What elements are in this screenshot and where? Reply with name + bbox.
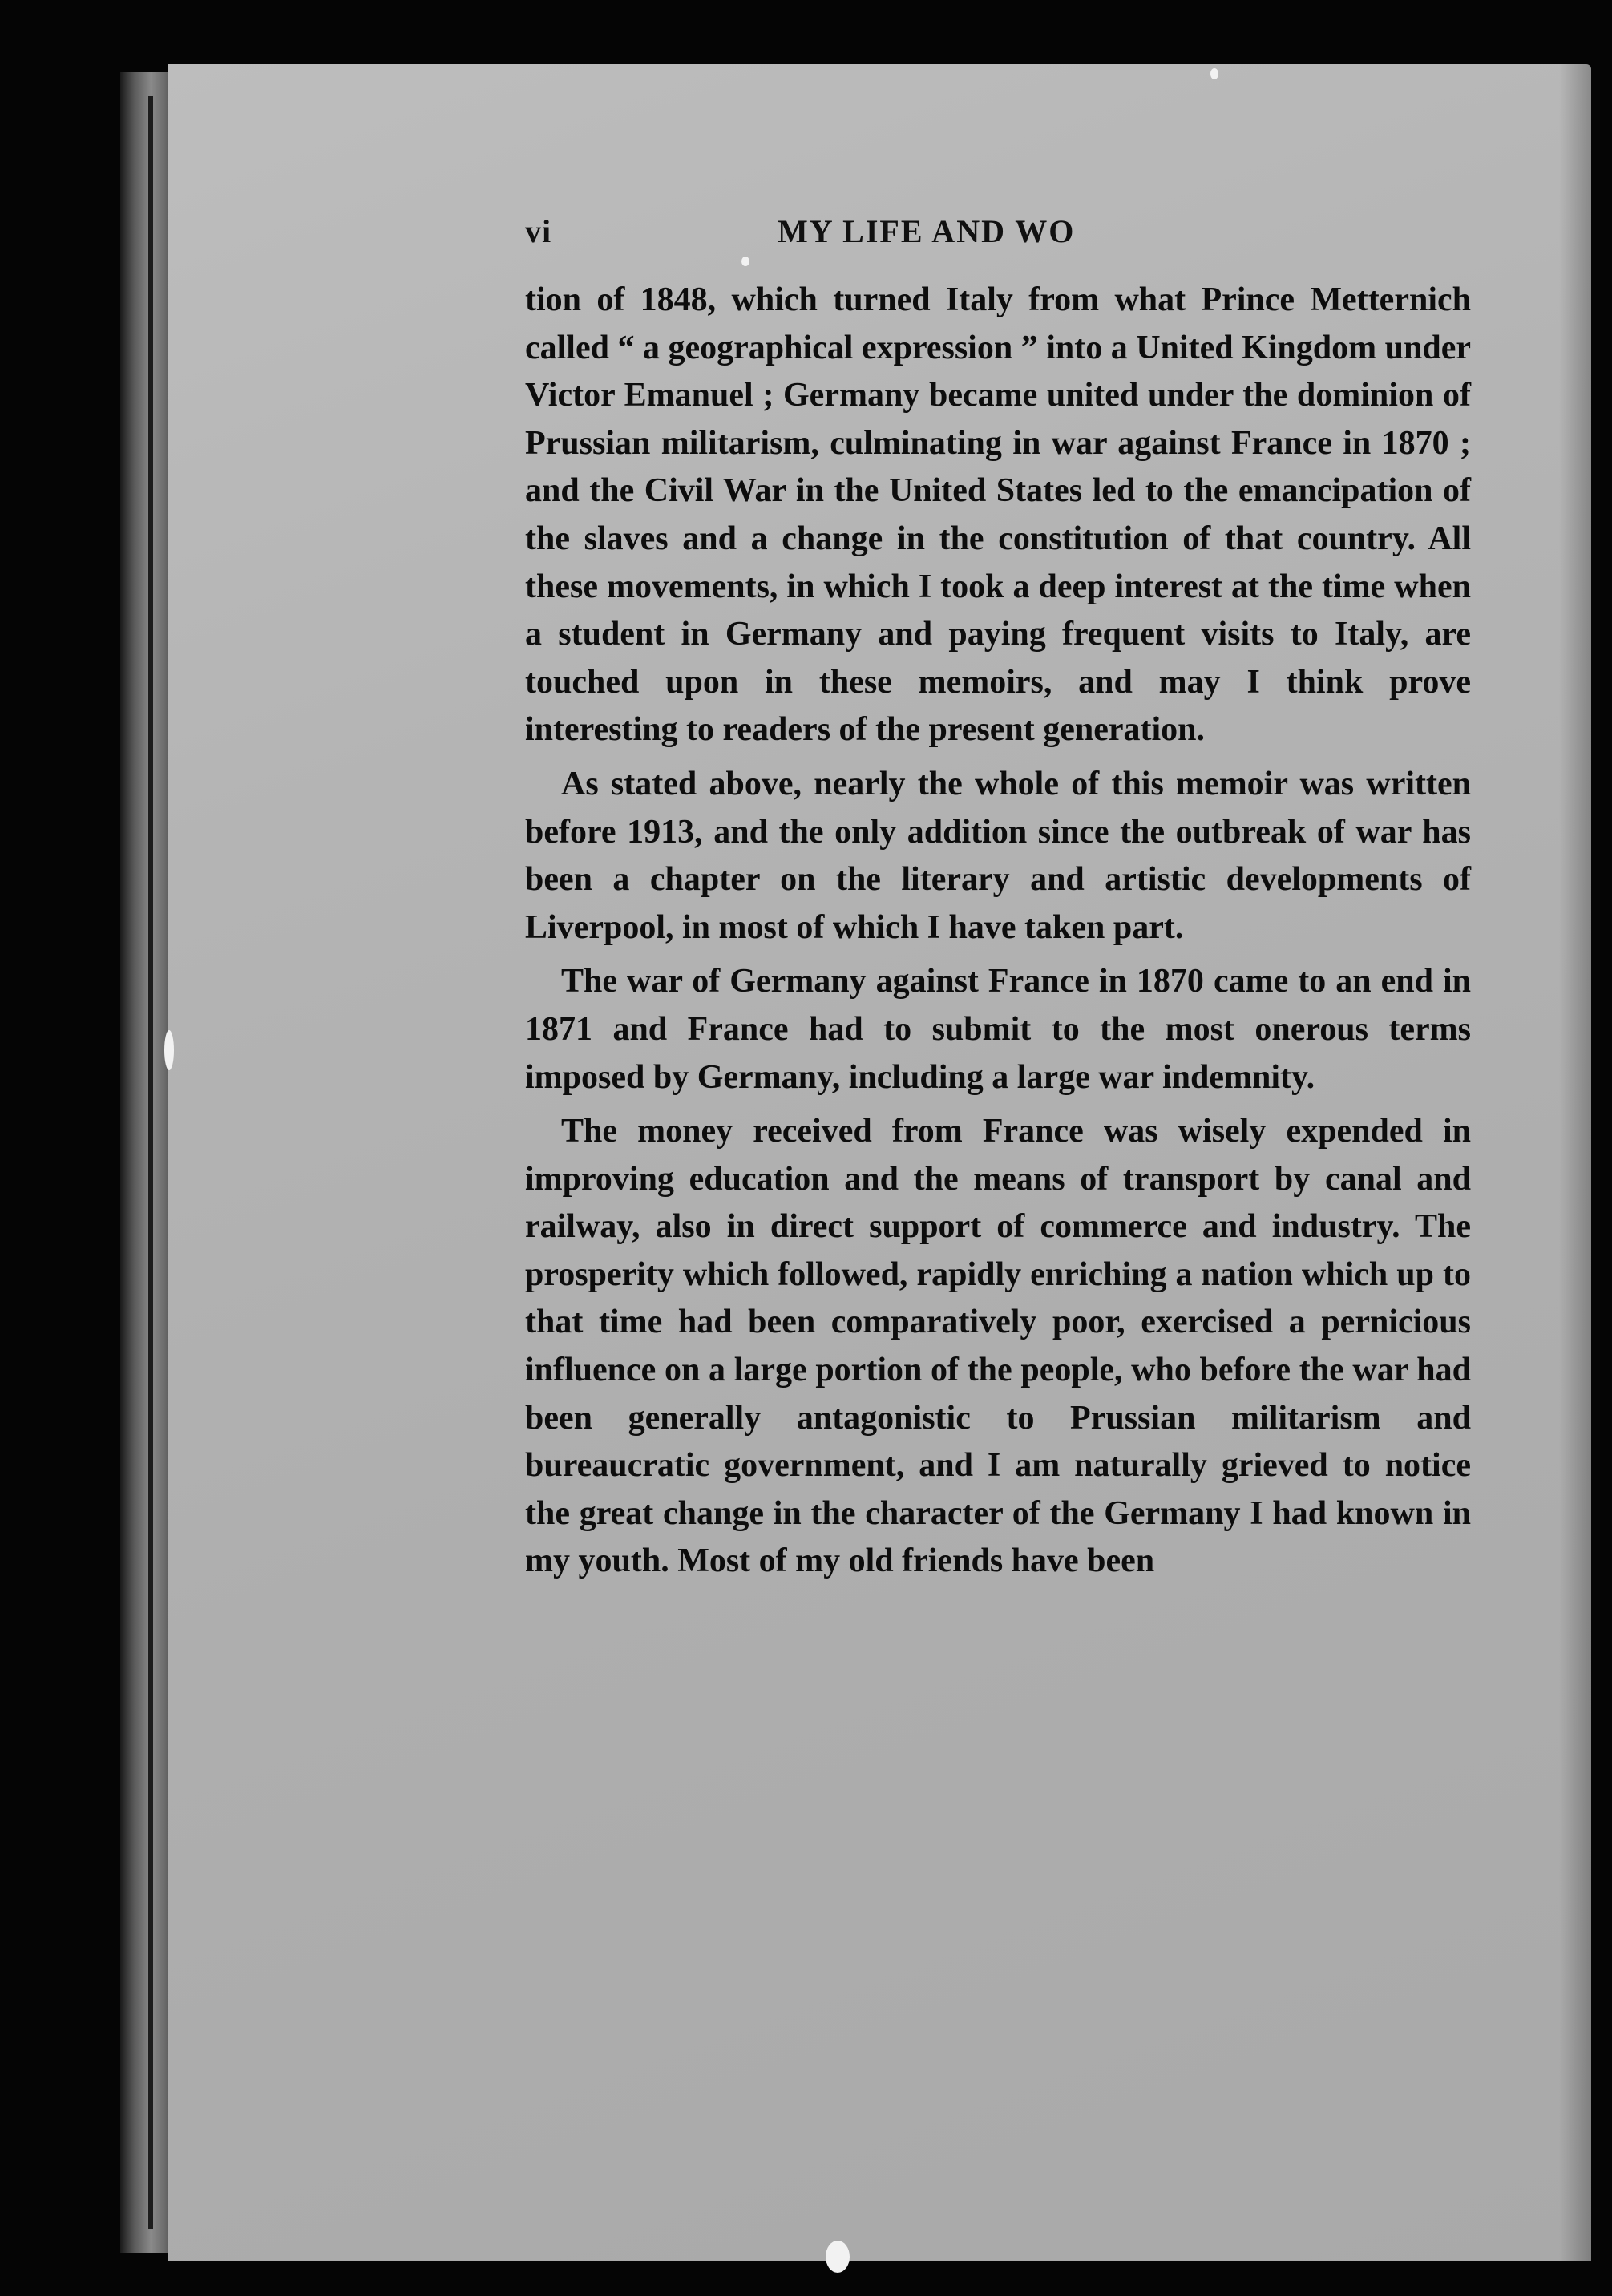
paragraph: The money received from France was wisely expended in improving education and the means of transport by canal and railway, also in direct support of commerce and industry. The prosperity which followed, rapidly enriching a nation which up to that time had been comparatively poor, exercised a pernicious influence on a large portion of the people, who before the war had been generally antagonistic to Prussian militarism and bureaucratic government, and I am naturally grieved to notice the great change in the character of the Germany I had known in my youth. Most of my old friends have been bbox=[525, 1113, 1471, 1580]
running-head bbox=[525, 212, 1487, 261]
binding-shadow-line bbox=[148, 96, 153, 2229]
scan-speck bbox=[826, 2241, 850, 2273]
paragraph: tion of 1848, which turned Italy from what Prince Metternich called “ a geographical expression ” into a United Kingdom under Victor Emanuel ; Germany became united under the dominion of Prussian militarism, culminating in war against France in 1870 ; and the Civil War in the United States led to the emancipation of the slaves and a change in the constitution of that country. All these movements, in which I took a deep interest at the time when a student in Germany and paying frequent visits to Italy, are touched upon in these memoirs, and may I think prove interesting to readers of the present generation. bbox=[525, 281, 1471, 749]
scan-speck bbox=[1210, 68, 1218, 79]
running-title: MY LIFE AND WO bbox=[778, 213, 1076, 249]
page-edge-shadow bbox=[1559, 64, 1591, 2261]
scan-speck bbox=[741, 257, 749, 266]
paragraph: As stated above, nearly the whole of this memoir was written before 1913, and the only addition since the outbreak of war has been a chapter on the literary and artistic developments of Liverpool, in most of which I have taken part. bbox=[525, 765, 1471, 946]
scan-speck bbox=[164, 1030, 174, 1070]
paragraph: The war of Germany against France in 1870 came to an end in 1871 and France had to submit to the most onerous terms imposed by Germany, including a large war indemnity. bbox=[525, 963, 1471, 1096]
body-text bbox=[525, 277, 1471, 1586]
page-number: vi bbox=[525, 213, 552, 249]
